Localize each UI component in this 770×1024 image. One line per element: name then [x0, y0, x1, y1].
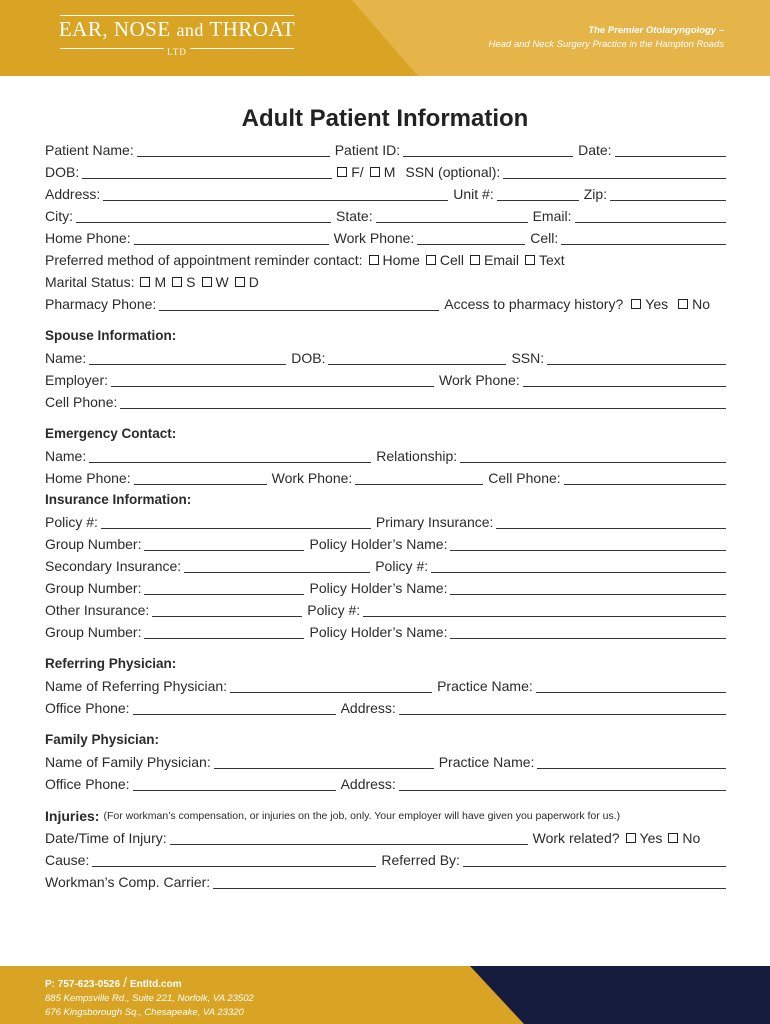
patient-form: [45, 139, 726, 893]
form-row: [45, 675, 726, 697]
form-row: [45, 445, 726, 467]
field-label: DOB:: [291, 350, 326, 366]
reminder-email-checkbox[interactable]: [470, 255, 480, 265]
work-related-no-checkbox[interactable]: [668, 833, 678, 843]
spouse-ssn-field[interactable]: [547, 349, 726, 365]
family-address-field[interactable]: [399, 775, 726, 791]
spouse-name-field[interactable]: [89, 349, 286, 365]
field-label: Zip:: [583, 186, 608, 202]
field-label: Policy #:: [307, 602, 361, 618]
field-label: Unit #:: [453, 186, 494, 202]
form-row: [45, 227, 726, 249]
field-label: Policy #:: [375, 558, 429, 574]
field-label: Name of Referring Physician:: [45, 678, 228, 694]
field-label: Cell:: [530, 230, 559, 246]
option-label: Cell: [439, 252, 464, 268]
field-label: Work Phone:: [333, 230, 415, 246]
referring-office-phone-field[interactable]: [133, 699, 336, 715]
family-practice-field[interactable]: [537, 753, 726, 769]
address-field[interactable]: [103, 185, 448, 201]
injuries-note: (For workman’s compensation, or injuries on the job, only. Your employer will have given you paperwork for us.): [103, 810, 621, 822]
secondary-group-number-field[interactable]: [144, 579, 304, 595]
footer-contact: P: 757-623-0526 / Entltd.com 885 Kempsville Rd., Suite 221, Norfolk, VA 23502 676 Kingsborough Sq., Chesapeake, VA 23320: [45, 974, 254, 1018]
form-row: [45, 347, 726, 369]
form-row: [45, 369, 726, 391]
marital-w-checkbox[interactable]: [202, 277, 212, 287]
field-label: Group Number:: [45, 536, 142, 552]
option-label: Text: [539, 252, 565, 268]
date-field[interactable]: [615, 141, 726, 157]
field-label: Date:: [578, 142, 612, 158]
policy-number-field[interactable]: [101, 513, 371, 529]
pharmacy-no-checkbox[interactable]: [678, 299, 688, 309]
option-label: Home: [382, 252, 420, 268]
form-row: [45, 205, 726, 227]
pharmacy-yes-checkbox[interactable]: [631, 299, 641, 309]
state-field[interactable]: [376, 207, 528, 223]
reminder-text-checkbox[interactable]: [525, 255, 535, 265]
field-label: Group Number:: [45, 624, 142, 640]
patient-name-field[interactable]: [137, 141, 330, 157]
form-row: [45, 249, 726, 271]
form-row: [45, 697, 726, 719]
field-label: Referred By:: [381, 852, 460, 868]
field-label: Employer:: [45, 372, 109, 388]
primary-insurance-field[interactable]: [496, 513, 726, 529]
form-row: [45, 577, 726, 599]
field-label: Name of Family Physician:: [45, 754, 211, 770]
referred-by-field[interactable]: [463, 851, 726, 867]
field-label: Cell Phone:: [488, 470, 561, 486]
field-label: Policy #:: [45, 514, 98, 530]
home-phone-field[interactable]: [134, 229, 329, 245]
family-office-phone-field[interactable]: [133, 775, 336, 791]
field-label: Home Phone:: [45, 230, 131, 246]
field-label: State:: [336, 208, 373, 224]
field-label: Address:: [340, 700, 396, 716]
section-heading-emergency: Emergency Contact:: [45, 426, 177, 441]
section-heading-spouse: Spouse Information:: [45, 328, 177, 343]
footer-phone: P: 757-623-0526: [45, 979, 121, 990]
field-label: Office Phone:: [45, 776, 130, 792]
form-row: [45, 599, 726, 621]
field-label: Date/Time of Injury:: [45, 830, 167, 846]
form-row: [45, 773, 726, 795]
work-related-yes-checkbox[interactable]: [626, 833, 636, 843]
field-label: SSN:: [511, 350, 545, 366]
field-label: Policy Holder’s Name:: [309, 536, 448, 552]
field-label: Policy Holder’s Name:: [309, 624, 448, 640]
footer-accent-panel: [470, 966, 770, 1024]
city-field[interactable]: [76, 207, 331, 223]
field-label: Relationship:: [376, 448, 458, 464]
field-label: DOB:: [45, 164, 80, 180]
footer-website-link[interactable]: Entltd.com: [129, 979, 182, 990]
form-row: [45, 533, 726, 555]
option-label: D: [248, 274, 259, 290]
form-row: [45, 139, 726, 161]
field-label: Home Phone:: [45, 470, 131, 486]
field-label: SSN (optional):: [405, 164, 501, 180]
page-title: Adult Patient Information: [241, 105, 529, 132]
form-row: [45, 827, 726, 849]
form-row: [45, 511, 726, 533]
field-label: Marital Status:: [45, 274, 135, 290]
field-label: Work Phone:: [271, 470, 353, 486]
option-label: S: [186, 274, 196, 290]
email-field[interactable]: [575, 207, 727, 223]
emergency-cell-phone-field[interactable]: [564, 469, 726, 485]
form-row: [45, 271, 726, 293]
footer-address-1: 885 Kempsville Rd., Suite 221, Norfolk, VA 23502: [45, 993, 254, 1004]
form-row: [45, 621, 726, 643]
form-row: [45, 751, 726, 773]
field-label: Primary Insurance:: [375, 514, 494, 530]
section-heading-family: Family Physician:: [45, 732, 160, 747]
form-row: [45, 183, 726, 205]
injury-datetime-field[interactable]: [170, 829, 528, 845]
section-heading-injuries: Injuries: (For workman’s compensation, or injuries on the job, only. Your employer will have given you paperwork for us.): [45, 805, 726, 827]
secondary-policy-holder-field[interactable]: [450, 579, 726, 595]
section-heading-insurance: Insurance Information:: [45, 492, 192, 507]
policy-holder-field[interactable]: [450, 535, 726, 551]
referring-address-field[interactable]: [399, 699, 726, 715]
field-label: Name:: [45, 448, 87, 464]
field-label: Patient Name:: [45, 142, 134, 158]
option-label: No: [682, 830, 701, 846]
footer-banner: [0, 966, 770, 1024]
zip-field[interactable]: [610, 185, 726, 201]
other-group-number-field[interactable]: [144, 623, 304, 639]
patient-id-field[interactable]: [403, 141, 573, 157]
sex-m-checkbox[interactable]: [370, 167, 380, 177]
form-row: [45, 161, 726, 183]
field-label: Workman’s Comp. Carrier:: [45, 874, 211, 890]
field-label: City:: [45, 208, 73, 224]
unit-field[interactable]: [497, 185, 579, 201]
reminder-cell-checkbox[interactable]: [426, 255, 436, 265]
work-phone-field[interactable]: [417, 229, 525, 245]
spouse-cell-phone-field[interactable]: [120, 393, 726, 409]
emergency-name-field[interactable]: [89, 447, 371, 463]
option-label: Yes: [645, 296, 669, 312]
form-row: [45, 849, 726, 871]
referring-physician-field[interactable]: [230, 677, 432, 693]
other-insurance-field[interactable]: [152, 601, 302, 617]
other-policy-holder-field[interactable]: [450, 623, 726, 639]
family-physician-field[interactable]: [214, 753, 434, 769]
field-label: Practice Name:: [437, 678, 533, 694]
referring-practice-field[interactable]: [536, 677, 726, 693]
field-label: Secondary Insurance:: [45, 558, 182, 574]
dob-field[interactable]: [82, 163, 332, 179]
cell-field[interactable]: [561, 229, 726, 245]
form-row: [45, 391, 726, 413]
emergency-work-phone-field[interactable]: [355, 469, 483, 485]
field-label: Work related?: [532, 830, 620, 846]
form-row: [45, 467, 726, 489]
header-banner: [0, 0, 770, 76]
other-policy-number-field[interactable]: [363, 601, 726, 617]
marital-d-checkbox[interactable]: [235, 277, 245, 287]
pharmacy-phone-field[interactable]: [159, 295, 439, 311]
spouse-dob-field[interactable]: [328, 349, 506, 365]
field-label: Patient ID:: [334, 142, 401, 158]
option-label: M: [383, 164, 396, 180]
option-label: Email: [484, 252, 520, 268]
field-label: Policy Holder’s Name:: [309, 580, 448, 596]
spouse-work-phone-field[interactable]: [523, 371, 726, 387]
marital-s-checkbox[interactable]: [172, 277, 182, 287]
field-label: Access to pharmacy history?: [444, 296, 624, 312]
field-label: Work Phone:: [439, 372, 520, 388]
form-row: [45, 293, 726, 315]
field-label: Name:: [45, 350, 87, 366]
practice-tagline: The Premier Otolaryngology – Head and Neck Surgery Practice in the Hampton Roads: [488, 25, 724, 50]
form-row: [45, 871, 726, 893]
comp-carrier-field[interactable]: [213, 873, 726, 889]
option-label: F/: [351, 164, 364, 180]
emergency-home-phone-field[interactable]: [134, 469, 267, 485]
secondary-insurance-field[interactable]: [184, 557, 370, 573]
field-label: Preferred method of appointment reminder contact:: [45, 252, 363, 268]
practice-logo: EAR, NOSE and THROAT LTD: [58, 17, 296, 57]
option-label: No: [692, 296, 711, 312]
field-label: Other Insurance:: [45, 602, 150, 618]
field-label: Cell Phone:: [45, 394, 118, 410]
field-label: Office Phone:: [45, 700, 130, 716]
option-label: W: [215, 274, 229, 290]
field-label: Cause:: [45, 852, 90, 868]
sex-f-checkbox[interactable]: [337, 167, 347, 177]
injury-cause-field[interactable]: [92, 851, 376, 867]
section-heading-referring: Referring Physician:: [45, 656, 177, 671]
reminder-home-checkbox[interactable]: [369, 255, 379, 265]
secondary-policy-number-field[interactable]: [431, 557, 726, 573]
field-label: Email:: [532, 208, 572, 224]
spouse-employer-field[interactable]: [111, 371, 434, 387]
emergency-relationship-field[interactable]: [460, 447, 726, 463]
group-number-field[interactable]: [144, 535, 304, 551]
marital-m-checkbox[interactable]: [140, 277, 150, 287]
field-label: Address:: [340, 776, 396, 792]
ssn-field[interactable]: [503, 163, 726, 179]
field-label: Address:: [45, 186, 101, 202]
field-label: Practice Name:: [438, 754, 535, 770]
form-row: [45, 555, 726, 577]
option-label: Yes: [639, 830, 663, 846]
field-label: Group Number:: [45, 580, 142, 596]
footer-address-2: 676 Kingsborough Sq., Chesapeake, VA 23320: [45, 1007, 244, 1018]
field-label: Pharmacy Phone:: [45, 296, 157, 312]
option-label: M: [154, 274, 167, 290]
